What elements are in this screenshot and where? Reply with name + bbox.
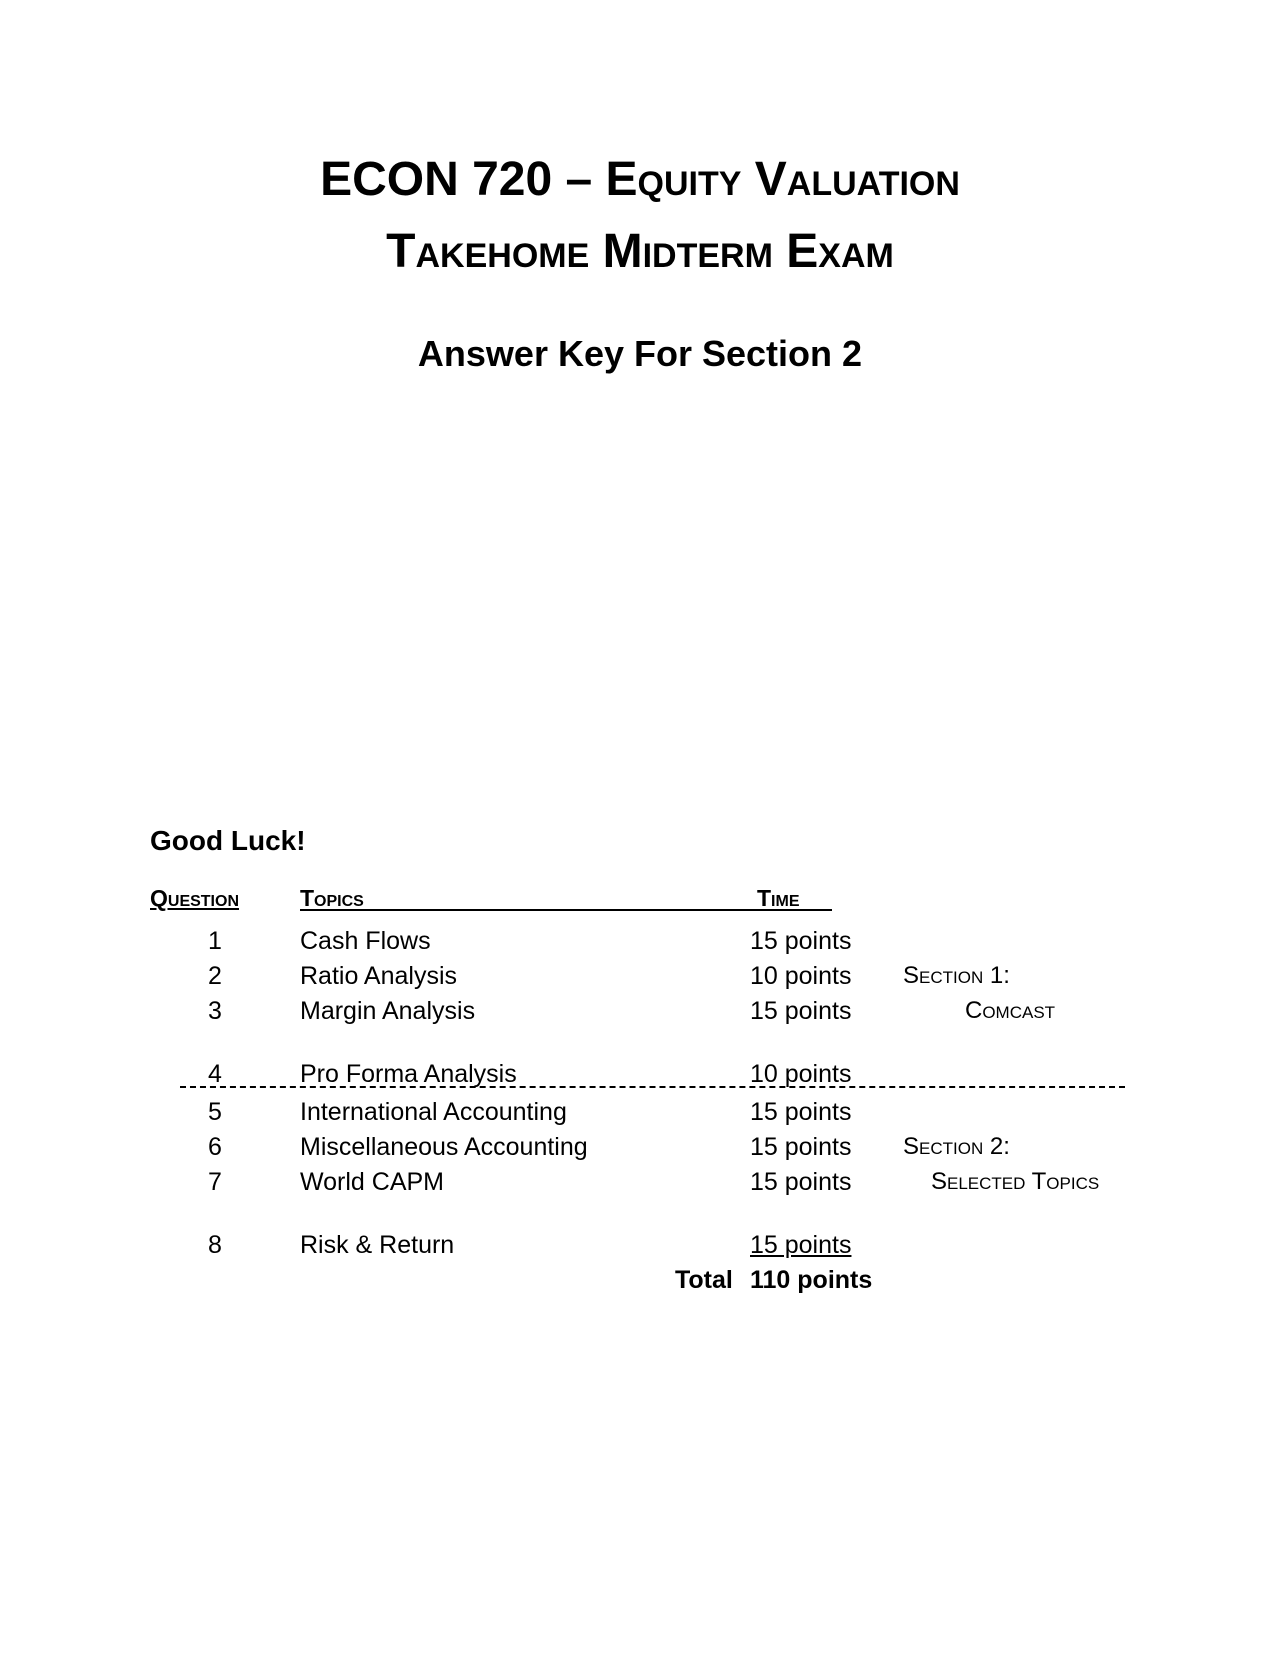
question-number: 2: [208, 962, 222, 990]
question-points: 15 points: [750, 927, 852, 955]
column-header-time: Time: [755, 884, 832, 911]
question-number: 7: [208, 1168, 222, 1196]
table-row: [0, 1095, 1280, 1129]
question-topic: International Accounting: [300, 1098, 567, 1126]
question-topic: Ratio Analysis: [300, 962, 458, 990]
table-row: [0, 1130, 1280, 1164]
question-number: 3: [208, 997, 222, 1025]
exam-title: Takehome Midterm Exam: [386, 225, 894, 278]
question-topic: World CAPM: [300, 1168, 445, 1196]
question-points: 15 points: [750, 1098, 852, 1126]
question-topic: Cash Flows: [300, 927, 431, 955]
question-topic: Pro Forma Analysis: [300, 1060, 517, 1088]
question-number: 4: [208, 1060, 222, 1088]
section2-label: Section 2:: [903, 1133, 1010, 1160]
question-topic: Miscellaneous Accounting: [300, 1133, 588, 1161]
total-points: 110 points: [750, 1266, 873, 1294]
answer-key-subtitle: Answer Key For Section 2: [417, 333, 863, 374]
question-points: 10 points: [750, 1060, 852, 1088]
question-points: 15 points: [750, 997, 852, 1025]
column-header-question: Question: [150, 885, 240, 911]
table-row: [0, 1228, 1280, 1262]
question-number: 6: [208, 1133, 222, 1161]
table-row: [0, 994, 1280, 1028]
question-points: 15 points: [750, 1168, 852, 1196]
column-header-topics: Topics: [300, 884, 755, 911]
question-topic: Risk & Return: [300, 1231, 455, 1259]
table-row: [0, 924, 1280, 958]
section1-label: Section 1:: [903, 962, 1010, 989]
table-row: [0, 959, 1280, 993]
question-number: 1: [208, 927, 222, 955]
total-label: Total: [675, 1266, 733, 1294]
question-points: 15 points: [750, 1133, 852, 1161]
good-luck-text: Good Luck!: [150, 825, 306, 856]
question-points: 10 points: [750, 962, 852, 990]
course-title: ECON 720 – Equity Valuation: [320, 153, 960, 206]
question-topic: Margin Analysis: [300, 997, 476, 1025]
section2-name: Selected Topics: [931, 1168, 1100, 1195]
section1-name: Comcast: [965, 997, 1056, 1024]
question-number: 5: [208, 1098, 222, 1126]
question-points: 15 points: [750, 1231, 852, 1259]
section-divider: [180, 1086, 1125, 1088]
question-number: 8: [208, 1231, 222, 1259]
